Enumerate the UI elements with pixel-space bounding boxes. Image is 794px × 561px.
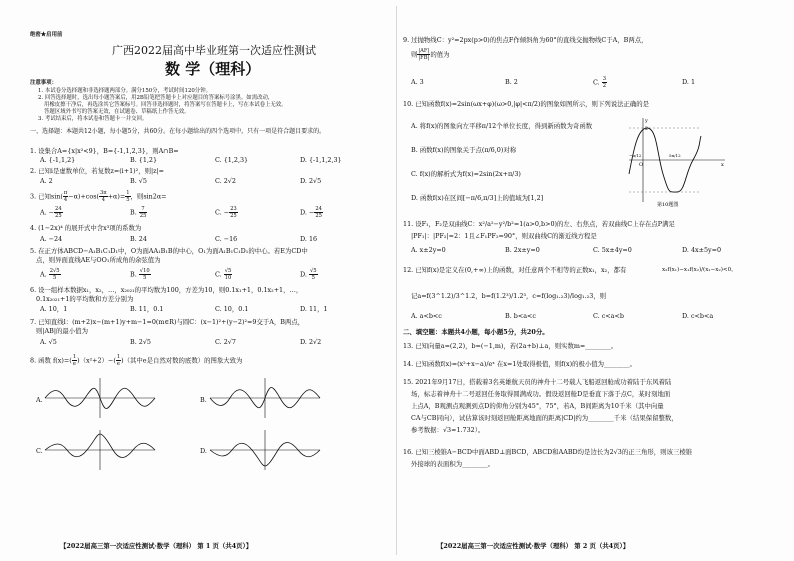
q12-option-c: C. c<a<b [593,312,624,320]
note-line: 答题区域外书写的答案无效，在试题卷、草稿纸上作答无效。 [44,109,190,115]
q12-option-d: D. c<b<a [682,312,714,320]
peak-label: 2 [645,127,648,132]
q6-stem-line1: 6. 设一组样本数据x₁，x₂，…，x₂₀₂₁的平均数为100，方差为10，则0.1x₁+1，0.1x₂+1，…， [30,286,303,294]
q6-option-a: A. 10，1 [40,305,68,313]
section-1-heading: 一、选择题：本题共12小题，每小题5分，共60分。在每小题给出的四个选项中，只有一项是符合题目要求的。 [30,128,326,135]
q7-stem-line2: 则|AB|的最小值为 [36,327,88,335]
q5-stem-line1: 5. 在正方体ABCD−A₁B₁C₁D₁中，O为面AA₁B₁B的中心，O₁为面A₁B₁C₁D₁的中心。若E为CD中 [30,247,308,255]
q10-option-d: D. 函数f(x)在区间[−π/6,π/3]上的值域为[1,2] [411,194,544,202]
q15-line: 上点A，B观测点观测到点D的仰角分别为45°，75°，若A，B间距离为10千米（其中向量 [411,402,664,410]
q10-stem: 10. 已知函数f(x)=2sin(ωx+φ)(ω>0,|φ|<π/2)的图象如图所示，则下列说法正确的是 [403,100,650,108]
q1-option-a: A. {-1,1,2} [40,156,76,164]
figure-caption: 第10题图 [657,202,679,208]
q8-option-b-label: B. [200,396,207,404]
q1-stem: 1. 设集合A={x|x²<9}，B={-1,1,2,3}，则A∩B= [30,147,179,155]
q11-option-a: A. x±2y=0 [411,246,446,254]
section-2-heading: 二、填空题：本题共4小题，每小题5分，共20分。 [403,328,549,336]
exam-title: 广西2022届高中毕业班第一次适应性测试 [112,44,316,57]
q1-option-d: D. {-1,1,2,3} [300,156,342,164]
q11-stem: 11. 设F₁，F₂是双曲线C：x²/a²−y²/b²=1(a>0,b>0)的左、右焦点，若双曲线C上存在点P满足 [403,220,675,228]
q10-option-c: C. f(x)的解析式为f(x)=2sin(2x+π/3) [411,170,521,178]
q2-option-b: B. √5 [130,177,147,185]
q4-stem: 4. (1−2x)⁴ 的展开式中含x³项的系数为 [30,224,142,232]
secret-mark: 绝密★启用前 [30,32,63,38]
tick-label: −π/12 [629,153,642,158]
q7-stem-line1: 7. 已知直线l：(m+2)x−(m+1)y+m−1=0(m∈R)与圆C：(x−1)²+(y−2)²=9交于A，B两点， [30,318,305,326]
q10-option-a: A. 将f(x)的图象向左平移π/12个单位长度，得到新函数为奇函数 [411,122,593,130]
q5-stem-line2: 点，则异面直线AE与OO₁所成角的余弦值为 [36,256,161,264]
q3-option-c: C. − $\frac{23}{25}$ [215,206,237,219]
tick-label: 5π/12 [669,153,681,158]
x-axis-label: x [721,162,724,168]
q8-option-a-graph [45,378,155,418]
note-line: 1. 本试卷分选择题和非选择题两部分。满分150分，考试时间120分钟。 [38,88,211,94]
q7-option-b: B. 2√5 [130,338,151,346]
q6-option-d: D. 11，1 [300,305,328,313]
q8-option-d-label: D. [200,447,207,455]
q12-option-b: B. b<a<c [505,312,536,320]
q10-option-b: B. 函数f(x)的图象关于点(π/6,0)对称 [411,146,517,154]
q12-stem-line2: 记a=f(3^1.2)/3^1.2，b=f(1.2³)/1.2³，c=f(log₁.₂3)/log₁.₂3，则 [411,292,607,300]
q15-line: CA与CB同向），试估算该时刻返回舱距离地面的距离|CD|约为________千米（结果保留整数， [411,414,678,422]
q8-option-c-graph [45,430,155,470]
origin-label: O [639,162,644,168]
q4-option-a: A. −24 [40,235,63,243]
q2-option-c: C. 2√2 [215,177,236,185]
q6-stem-line2: 0.1x₂₀₂₁+1的平均数和方差分别为 [36,295,134,303]
q12-option-a: A. a<b<c [411,312,442,320]
page-2 [397,0,794,561]
note-line: 2. 回答选择题时，选出每小题答案后，用2B铅笔把答题卡上对应题目的答案标号涂黑。如需改动， [38,95,274,101]
q7-option-c: C. 2√7 [215,338,236,346]
q5-option-d: D. $\frac{√5}{5}$ [300,268,317,281]
q15-line: 15. 2021年9月17日，搭载着3名英雄航天员的神舟十二号载人飞船返回舱成功着陆于东风着陆 [403,378,672,386]
q3-option-d: D. − $\frac{24}{25}$ [300,206,322,219]
q7-option-d: D. 2√2 [300,338,322,346]
page-1-footer: 【2022届高三第一次适应性测试·数学（理科） 第 1 页（共4页）】 [60,542,253,550]
q15-line: 场，标志着神舟十二号返回任务取得圆满成功。假设返回舱D是垂直下落于点C，某时刻地面 [411,390,671,398]
q5-option-c: C. $\frac{√5}{10}$ [215,268,232,281]
q9-option-b: B. 2 [505,78,518,86]
q5-option-a: A. $\frac{2√5}{5}$ [40,268,60,281]
q9-option-c: C. $\frac{3}{2}$ [593,76,607,89]
note-line: 用橡皮擦干净后，再选涂其它答案标号。回答非选择题时，将答案写在答题卡上，写在本试卷上无效。 [44,102,287,108]
q11-option-d: D. 4x±5y=0 [682,246,722,254]
page-2-footer: 【2022届高三第一次适应性测试·数学（理科） 第 2 页（共4页）】 [437,542,630,550]
q15-line: 参考数据：√3≈1.732）。 [411,426,485,434]
notes-title: 注意事项： [30,80,57,86]
q6-option-b: B. 11，0.1 [130,305,164,313]
q11-option-c: C. 5x±4y=0 [593,246,632,254]
q12-stem: 12. 已知f(x)是定义在(0,+∞)上的函数，对任意两个不相等的正数x₁，x₂，都有 [403,266,627,274]
q4-option-b: B. 24 [130,235,147,243]
q12-condition: x₂f(x₁)−x₁f(x₂)/(x₁−x₂)<0， [662,267,737,273]
q2-stem: 2. 已知i是虚数单位，若复数z=(i+1)²，则|z|= [30,167,165,175]
q10-figure [629,114,729,206]
q8-stem: 8. 函数 f(x)=( $\frac{1}{e}$ )（x²+2）−( $\frac{1}{e}$ )（其中e是自然对数的底数）的图象大致为 [30,354,243,367]
q1-option-c: C. {1,2,3} [215,156,249,164]
q2-option-d: D. 2√5 [300,177,322,185]
q3-option-a: A. − $\frac{24}{25}$ [40,206,62,219]
q1-option-b: B. {1,2} [130,156,158,164]
q11-option-b: B. 2x±y=0 [505,246,540,254]
q2-option-a: A. 2 [40,177,53,185]
q8-option-b-graph [210,378,320,418]
q9-option-d: D. 1 [682,78,696,86]
q8-option-a-label: A. [36,396,43,404]
q4-option-c: C. −16 [215,235,238,243]
q9-stem: 9. 过抛物线C：y²=2px(p>0)的焦点F作倾斜角为60°的直线交抛物线C于A，B两点， [403,36,648,44]
q14-stem: 14. 已知函数f(x)=(x²+x−a)/eˣ 在x=1处取得极值，则f(x)的极小值为________。 [403,360,637,368]
q3-stem: 3. 已知sin( $\frac{\pi}{4}$ −α)+cos( $\frac{3\pi}{4}$ +α)= $\frac{1}{5}$ ，则sin2α= [30,190,167,203]
q16-line: 外接球的表面积为________。 [411,460,495,468]
q5-option-b: B. $\frac{√10}{5}$ [130,268,150,281]
q7-option-a: A. √5 [40,338,57,346]
y-axis-label: y [645,118,648,124]
q3-option-b: B. $\frac{7}{25}$ [130,206,147,219]
q9-option-a: A. 3 [411,78,424,86]
note-line: 3. 考试结束后，将本试卷和答题卡一并交回。 [38,116,148,122]
exam-subject: 数 学（理科） [165,60,261,78]
q9-stem-line2: 则 $\frac{|AF|}{|FB|}$ 的值为 [411,48,450,61]
q4-option-d: D. 16 [300,235,318,243]
q6-option-c: C. 10，0.1 [215,305,249,313]
q8-option-c-label: C. [36,447,43,455]
q16-line: 16. 已知三棱锥A−BCD中面ABD⊥面BCD，ABCD和AABD均是边长为2√3的正三角形，则该三棱锥 [403,448,693,456]
q11-stem-line2: |PF₁|：|PF₂|=2：1且∠F₁PF₂=90°，则双曲线C的渐近线方程是 [411,232,597,240]
q13-stem: 13. 已知向量a=(2,2)，b=(−1,m)，若(2a+b)⊥a，则实数m=________。 [403,342,618,350]
q8-option-d-graph [210,430,320,470]
